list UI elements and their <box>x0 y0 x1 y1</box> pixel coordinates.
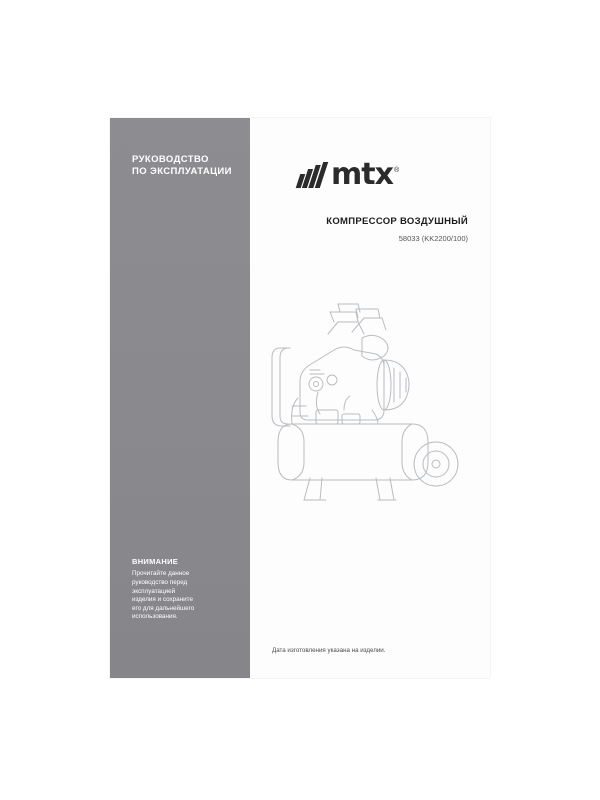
manual-cover-sheet <box>110 118 490 678</box>
attention-block <box>132 557 228 622</box>
manufacture-date-note: Дата изготовления указана на изделии. <box>272 647 386 654</box>
manual-type-label: РУКОВОДСТВО ПО ЭКСПЛУАТАЦИИ <box>132 154 232 177</box>
product-title: КОМПРЕССОР ВОЗДУШНЫЙ <box>326 216 468 227</box>
registered-trademark-icon: ® <box>393 167 400 174</box>
attention-title: ВНИМАНИЕ <box>132 557 179 567</box>
attention-text: Прочитайте данное руководство перед эксплуатацией изделия и сохраните его для дальнейшего использования. <box>132 570 195 621</box>
brand-logo <box>298 157 400 192</box>
cover-left-band <box>110 118 250 678</box>
cover-right-area <box>250 118 490 678</box>
mtx-stripes-icon <box>298 162 328 188</box>
product-model-code: 58033 (KK2200/100) <box>398 234 468 243</box>
air-compressor-illustration <box>258 288 490 518</box>
brand-name: mtx <box>331 157 393 192</box>
